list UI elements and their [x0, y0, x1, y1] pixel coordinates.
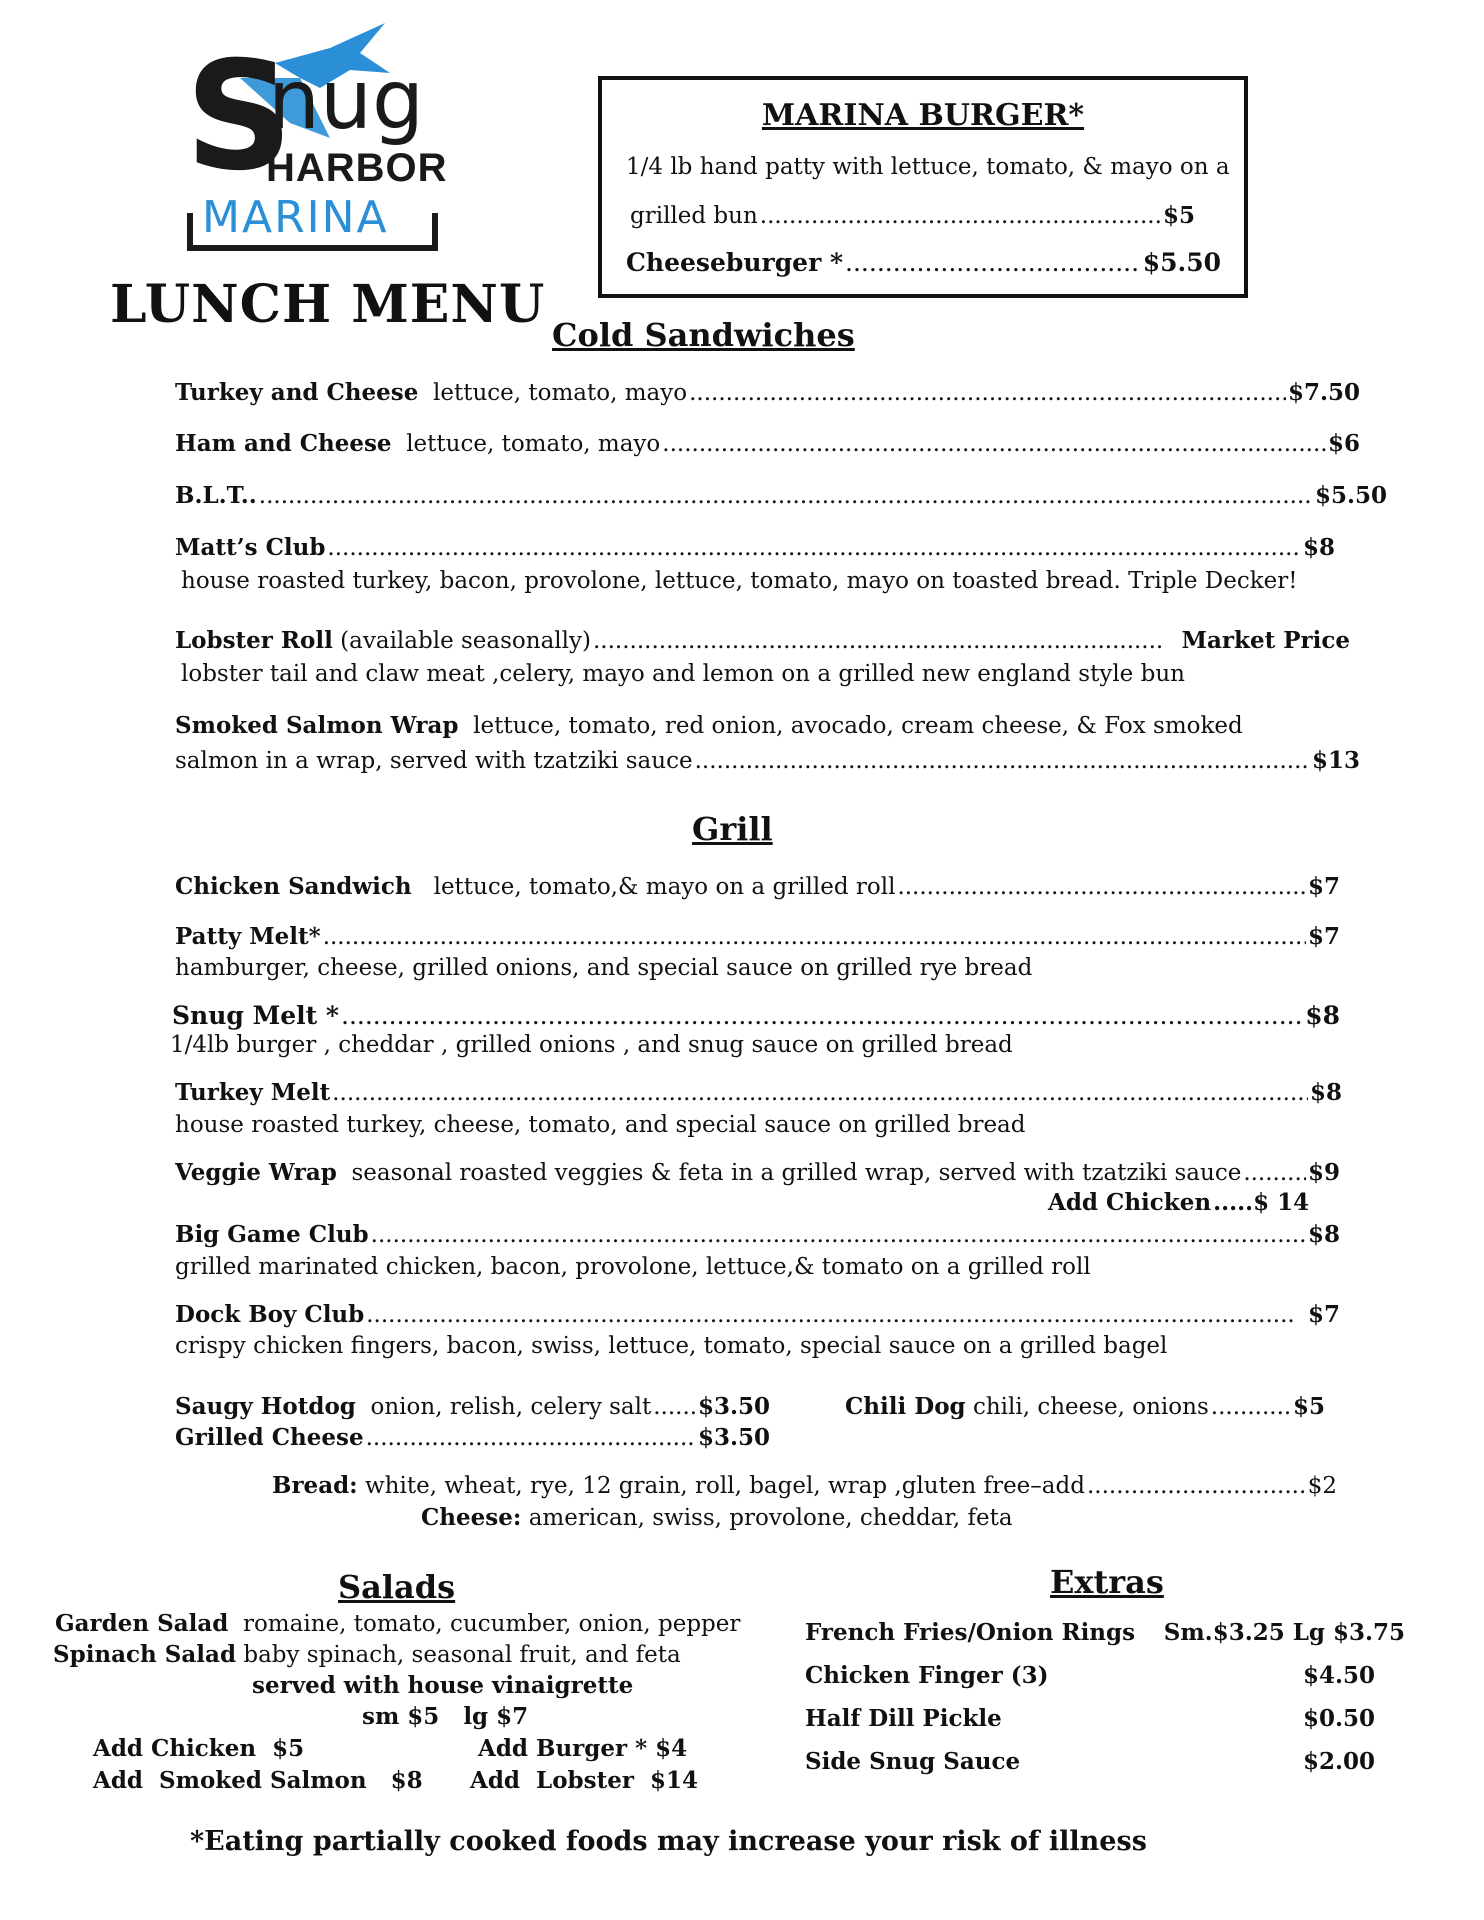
bread-options: Bread: white, wheat, rye, 12 grain, roll, bagel, wrap ,gluten free–add ..... $2: [272, 1472, 1337, 1499]
smoked-salmon-wrap-line2: salmon in a wrap, served with tzatziki sauce ..... $13: [175, 746, 1360, 776]
menu-item-smoked-salmon-wrap: Smoked Salmon Wrap lettuce, tomato, red onion, avocado, cream cheese, & Fox smoked: [175, 712, 1243, 739]
salad-add-burger: Add Burger * $4: [478, 1735, 688, 1762]
matts-club-desc: house roasted turkey, bacon, provolone, lettuce, tomato, mayo on toasted bread. Triple Decker!: [181, 568, 1298, 594]
menu-item-chili-dog: Chili Dog chili, cheese, onions ..... $5: [845, 1393, 1325, 1420]
menu-item-veggie-wrap: Veggie Wrap seasonal roasted veggies & feta in a grilled wrap, served with tzatziki sauce ..... $9: [175, 1158, 1340, 1188]
menu-item-matts-club: Matt’s Club ..... $8: [175, 533, 1335, 563]
garden-salad: Garden Salad romaine, tomato, cucumber, onion, pepper: [55, 1610, 741, 1637]
salad-add-chicken: Add Chicken $5: [93, 1735, 305, 1762]
salad-add-smoked-salmon: Add Smoked Salmon $8: [93, 1767, 423, 1794]
salad-add-lobster: Add Lobster $14: [470, 1767, 698, 1794]
extra-chicken-finger: Chicken Finger (3) $4.50: [805, 1662, 1375, 1689]
logo-nug-text: nug: [268, 53, 424, 148]
snug-harbor-logo: [180, 18, 460, 258]
extra-side-snug-sauce: Side Snug Sauce $2.00: [805, 1748, 1375, 1775]
snug-melt-desc: 1/4lb burger , cheddar , grilled onions , and snug sauce on grilled bread: [170, 1032, 1013, 1058]
logo-harbor: HARBOR: [266, 146, 448, 190]
menu-item-turkey-melt: Turkey Melt ..... $8: [175, 1078, 1342, 1108]
marina-burger-box: [598, 76, 1248, 298]
spinach-salad: Spinach Salad baby spinach, seasonal fruit, and feta: [53, 1641, 681, 1668]
menu-item-ham-cheese: Ham and Cheese lettuce, tomato, mayo ..... $6: [175, 429, 1360, 459]
big-game-club-desc: grilled marinated chicken, bacon, provolone, lettuce,& tomato on a grilled roll: [175, 1254, 1091, 1280]
menu-item-dock-boy-club: Dock Boy Club ..... $7: [175, 1300, 1340, 1330]
patty-melt-desc: hamburger, cheese, grilled onions, and special sauce on grilled rye bread: [175, 955, 1033, 981]
salad-sizes: sm $5 lg $7: [362, 1703, 529, 1730]
menu-item-blt: B.L.T.. ..... $5.50: [175, 481, 1387, 511]
menu-item-saugy-hotdog: Saugy Hotdog onion, relish, celery salt ..... $3.50: [175, 1393, 770, 1420]
salads-served-with: served with house vinaigrette: [252, 1672, 634, 1699]
grilled-bun-text: grilled bun: [630, 203, 758, 229]
extra-fries-onion-rings: French Fries/Onion Rings Sm.$3.25 Lg $3.75: [805, 1619, 1405, 1646]
menu-item-lobster-roll: Lobster Roll (available seasonally) ..... Market Price: [175, 626, 1350, 656]
cheeseburger-line: [626, 248, 1221, 277]
cheeseburger-name: Cheeseburger *: [626, 248, 844, 277]
menu-item-grilled-cheese: Grilled Cheese ..... $3.50: [175, 1424, 770, 1451]
marina-burger-desc: 1/4 lb hand patty with lettuce, tomato, & mayo on a: [626, 154, 1230, 180]
menu-item-patty-melt: Patty Melt* ..... $7: [175, 922, 1340, 952]
cheese-options: Cheese: american, swiss, provolone, cheddar, feta: [421, 1504, 1013, 1531]
menu-item-chicken-sandwich: Chicken Sandwich lettuce, tomato,& mayo on a grilled roll ..... $7: [175, 872, 1340, 902]
marina-burger-price-line: [630, 201, 1195, 231]
burger-price: $5: [1162, 202, 1195, 229]
extras-title: Extras: [1050, 1563, 1164, 1601]
marina-burger-title: MARINA BURGER*: [761, 98, 1085, 133]
lobster-roll-desc: lobster tail and claw meat ,celery, mayo and lemon on a grilled new england style bun: [181, 661, 1185, 687]
cheeseburger-price: $5.50: [1142, 248, 1221, 277]
menu-item-big-game-club: Big Game Club ..... $8: [175, 1220, 1340, 1250]
svg-text:S: S: [185, 30, 294, 204]
turkey-melt-desc: house roasted turkey, cheese, tomato, and special sauce on grilled bread: [175, 1112, 1026, 1138]
veggie-wrap-add-chicken: Add Chicken ..... $ 14: [1048, 1189, 1340, 1216]
logo-marina: MARINA: [202, 192, 389, 243]
cold-sandwiches-title: Cold Sandwiches: [552, 316, 855, 354]
salads-title: Salads: [338, 1568, 456, 1606]
dock-boy-club-desc: crispy chicken fingers, bacon, swiss, lettuce, tomato, special sauce on a grilled bagel: [175, 1333, 1168, 1359]
menu-item-snug-melt: Snug Melt * ..... $8: [172, 1001, 1340, 1031]
extra-half-dill-pickle: Half Dill Pickle $0.50: [805, 1705, 1375, 1732]
menu-item-turkey-cheese: Turkey and Cheese lettuce, tomato, mayo ..... $7.50: [175, 378, 1360, 408]
lunch-menu-title: LUNCH MENU: [110, 274, 546, 335]
grill-title: Grill: [692, 810, 773, 848]
raw-food-warning: *Eating partially cooked foods may increase your risk of illness: [190, 1826, 1147, 1857]
